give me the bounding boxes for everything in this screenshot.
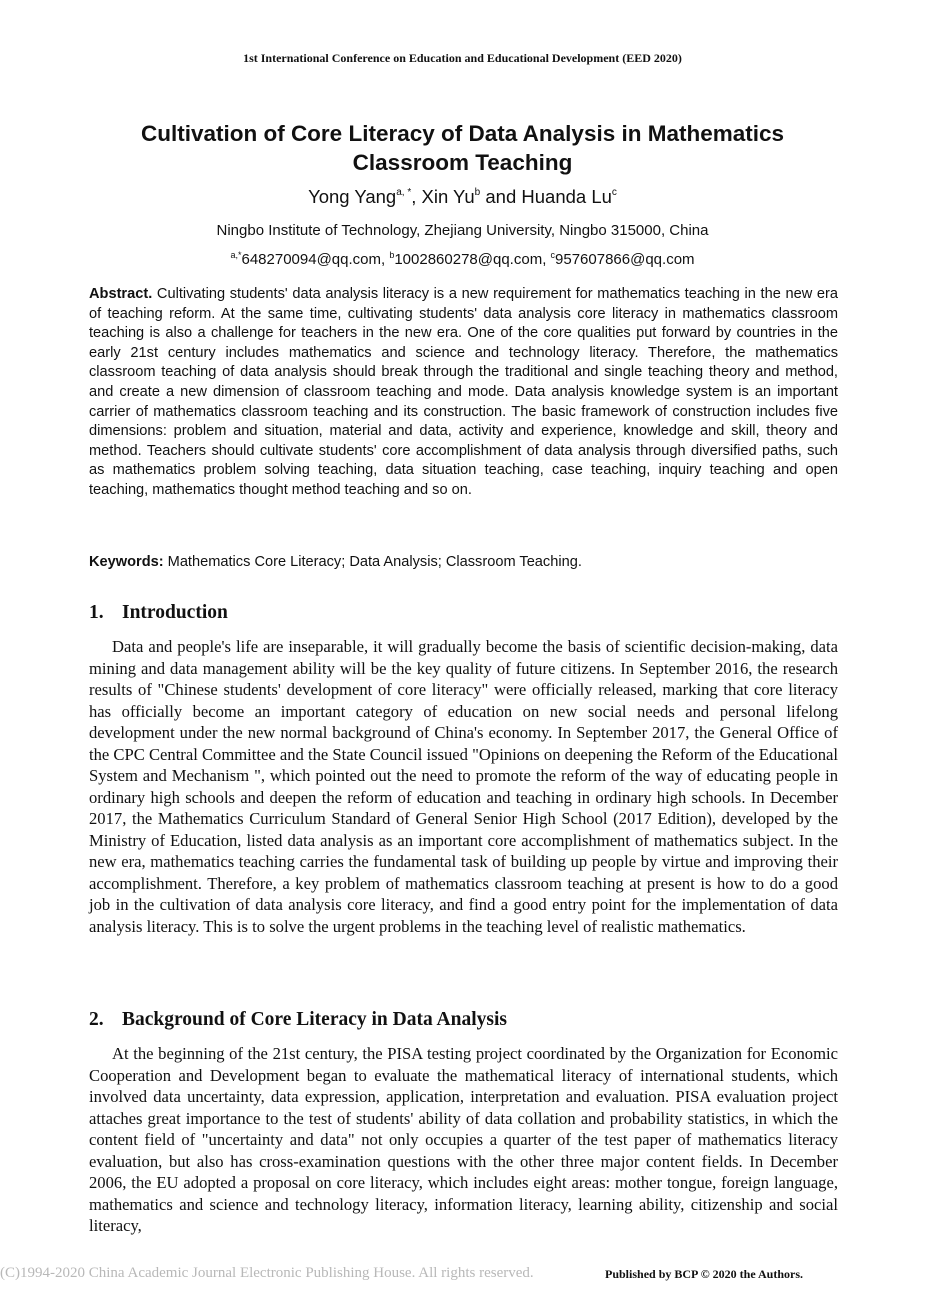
publisher-notice: Published by BCP © 2020 the Authors. [605,1267,804,1281]
email-separator: , [380,251,390,268]
email-list [0,251,925,268]
author-name: Huanda Lu [521,186,612,207]
author-list [0,186,925,208]
abstract-label: Abstract. [89,286,153,302]
author-separator: , [411,186,422,207]
section-title: Background of Core Literacy in Data Analysis [122,1009,507,1030]
copyright-watermark: (C)1994-2020 China Academic Journal Electronic Publishing House. All rights reserved. [0,1265,534,1281]
paper-title: Cultivation of Core Literacy of Data Analysis in Mathematics Classroom Teaching [140,121,785,175]
email-address[interactable]: 648270094@qq.com [241,251,381,268]
email-marker: c [550,250,556,260]
keywords-text: Mathematics Core Literacy; Data Analysis; Classroom Teaching. [163,554,582,570]
abstract [89,285,838,501]
keywords [89,554,838,570]
section-number: 1. [89,602,104,623]
abstract-text: Cultivating students' data analysis literacy is a new requirement for mathematics teaching in the new era of teaching reform. At the same time, cultivating students' data analysis core literacy in mathematics classroom teaching is also a challenge for teachers in the new era. One of the core qualities put forward by countries in the early 21st century includes mathematics and science and technology literacy. Therefore, the mathematics classroom teaching of data analysis should break through the traditional and single teaching theory and method, and create a new dimension of classroom teaching and mode. Data analysis knowledge system is an important carrier of mathematics classroom teaching and its construction. The basic framework of construction includes five dimensions: problem and situation, material and data, activity and experience, knowledge and skill, theory and method. Teachers should cultivate students' core accomplishment of data analysis through diversified paths, such as mathematics problem solving teaching, data situation teaching, case teaching, inquiry teaching and open teaching, mathematics thought method teaching and so on. [89,286,838,498]
section-body-background: At the beginning of the 21st century, the PISA testing project coordinated by the Organization for Economic Cooperation and Development began to evaluate the mathematical literacy of international students, which involved data uncertainty, data expression, application, interpretation and evaluation. PISA evaluation project attaches great importance to the test of students' ability of data collation and probability statistics, in which the content field of "uncertainty and data" not only occupies a quarter of the test paper of mathematics literacy evaluation, but also has cross-examination questions with the other three major content fields. In December 2006, the EU adopted a proposal on core literacy, which includes eight areas: mother tongue, foreign language, mathematics and science and technology literacy, information literacy, learning ability, citizenship and social literacy, [89,1044,838,1235]
author-separator: and [480,186,522,207]
section-heading-background [89,1009,838,1031]
keywords-label: Keywords: [89,554,164,570]
section-number: 2. [89,1009,104,1030]
affiliation: Ningbo Institute of Technology, Zhejiang University, Ningbo 315000, China [216,222,709,239]
page-footer [0,1265,925,1285]
email-address[interactable]: 1002860278@qq.com [394,251,543,268]
author-affiliation-marker: b [474,187,481,198]
running-head: 1st International Conference on Education and Educational Development (EED 2020) [243,51,682,65]
email-separator: , [542,251,551,268]
author-affiliation-marker: a, * [396,187,412,198]
email-address[interactable]: 957607866@qq.com [555,251,695,268]
section-body-introduction: Data and people's life are inseparable, it will gradually become the basis of scientific decision-making, data mining and data management ability will be the key quality of future citizens. In September 2016, the research results of "Chinese students' development of core literacy" were officially released, marking that core literacy has officially become an important category of education on new social needs and personal lifelong development under the new normal background of China's economy. In September 2017, the General Office of the CPC Central Committee and the State Council issued "Opinions on deepening the Reform of the Educational System and Mechanism ", which pointed out the need to promote the reform of the way of educating people in ordinary high schools and deepen the reform of education and teaching in ordinary high schools. In December 2017, the Mathematics Curriculum Standard of General Senior High School (2017 Edition), developed by the Ministry of Education, listed data analysis as an important core accomplishment of mathematics subject. In the new era, mathematics teaching carries the fundamental task of building up people by virtue and improving their accomplishment. Therefore, a key problem of mathematics classroom teaching at present is how to do a good job in the cultivation of data analysis core literacy, and find a good entry point for the implementation of data analysis literacy. This is to solve the urgent problems in the teaching level of realistic mathematics. [89,637,838,936]
author-affiliation-marker: c [611,187,617,198]
section-title: Introduction [122,602,228,623]
email-marker: b [389,250,395,260]
author-name: Xin Yu [421,186,475,207]
author-name: Yong Yang [308,186,397,207]
email-marker: a,* [230,250,242,260]
section-heading-introduction [89,602,838,624]
